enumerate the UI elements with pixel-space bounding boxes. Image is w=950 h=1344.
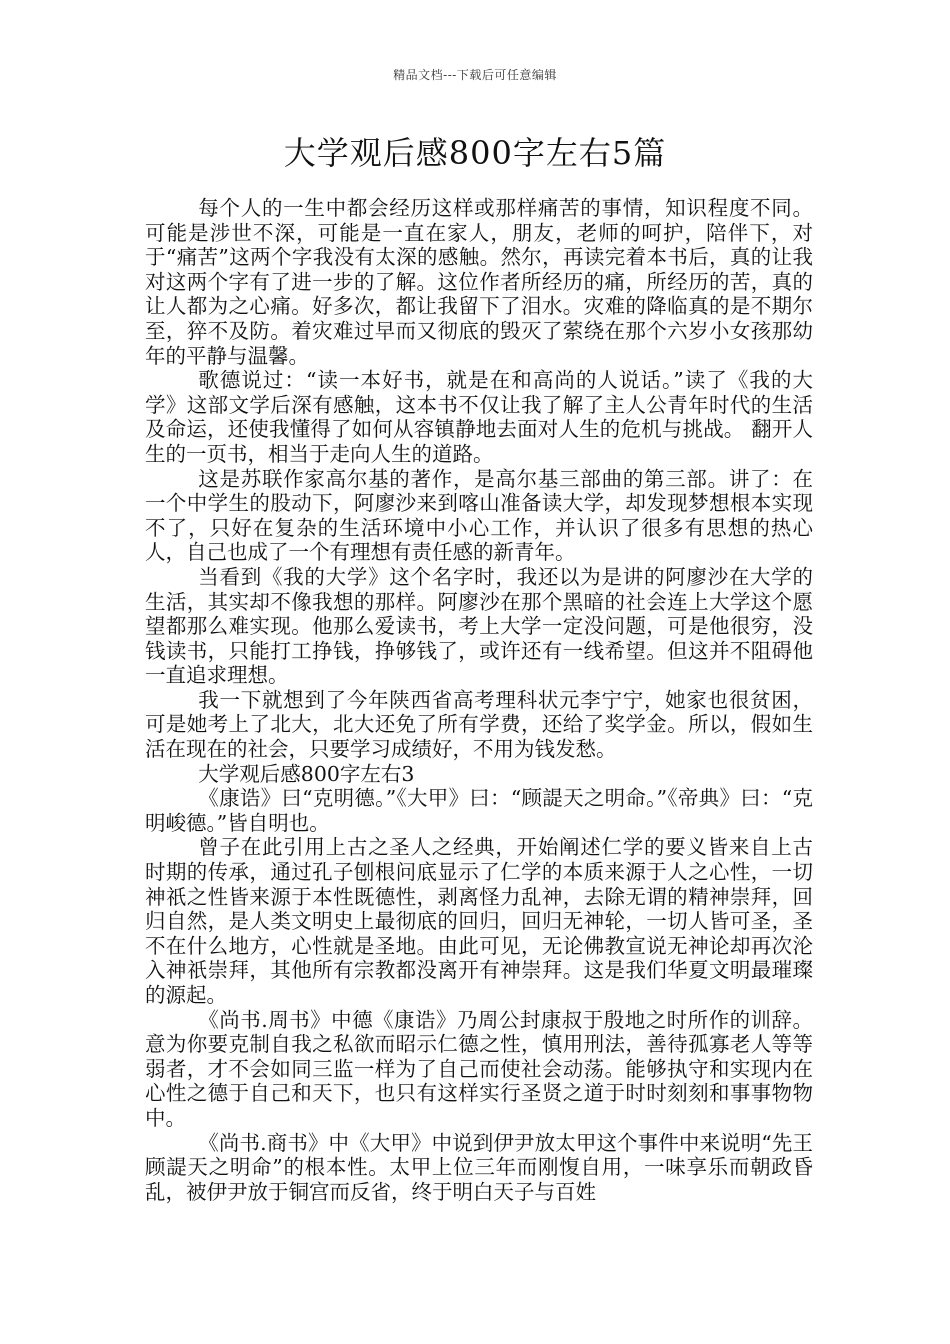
document-title: 大学观后感800字左右5篇 — [283, 134, 667, 172]
paragraph: 我一下就想到了今年陕西省高考理科状元李宁宁，她家也很贫困，可是她考上了北大，北大还免了所有学费，还给了奖学金。所以，假如生活在现在的社会，只要学习成绩好，不用为钱发愁。 — [145, 687, 813, 762]
paragraph: 《尚书.商书》中《大甲》中说到伊尹放太甲这个事件中来说明“先王顾諟天之明命”的根本性。太甲上位三年而刚愎自用，一味享乐而朝政昏乱，被伊尹放于铜宫而反省，终于明白天子与百姓 — [145, 1130, 813, 1204]
paragraph: 每个人的一生中都会经历这样或那样痛苦的事情，知识程度不同。可能是涉世不深，可能是一直在家人，朋友，老师的呵护，陪伴下，对于“痛苦”这两个字我没有太深的感触。然尔，再读完着本书后，真的让我对这两个字有了进一步的了解。这位作者所经历的痛，所经历的苦，真的让人都为之心痛。好多次，都让我留下了泪水。灾难的降临真的是不期尔至，猝不及防。着灾难过早而又彻底的毁灭了萦绕在那个六岁小女孩那幼年的平静与温馨。 — [145, 196, 813, 368]
paragraph: 《康诰》曰“克明德。”《大甲》曰：“顾諟天之明命。”《帝典》曰：“克明峻德。”皆自明也。 — [145, 786, 813, 835]
paragraph: 《尚书.周书》中德《康诰》乃周公封康叔于殷地之时所作的训辞。意为你要克制自我之私欲而昭示仁德之性，慎用刑法，善待孤寡老人等等弱者，才不会如同三监一样为了自己而使社会动荡。能够执守和实现内在心性之德于自己和天下，也只有这样实行圣贤之道于时时刻刻和事事物物中。 — [145, 1007, 813, 1130]
paragraph: 当看到《我的大学》这个名字时，我还以为是讲的阿廖沙在大学的生活，其实却不像我想的那样。阿廖沙在那个黑暗的社会连上大学这个愿望都那么难实现。他那么爱读书，考上大学一定没问题，可是他很穷，没钱读书，只能打工挣钱，挣够钱了，或许还有一线希望。但这并不阻碍他一直追求理想。 — [145, 564, 813, 688]
page-header: 精品文档---下载后可任意编辑 — [393, 68, 557, 82]
paragraph: 这是苏联作家高尔基的著作，是高尔基三部曲的第三部。讲了：在一个中学生的股动下，阿廖沙来到喀山准备读大学，却发现梦想根本实现不了，只好在复杂的生活环境中小心工作，并认识了很多有思想的热心人，自己也成了一个有理想有责任感的新青年。 — [145, 466, 813, 565]
paragraph: 曾子在此引用上古之圣人之经典，开始阐述仁学的要义皆来自上古时期的传承，通过孔子刨根问底显示了仁学的本质来源于人之心性，一切神祇之性皆来源于本性既德性，剥离怪力乱神，去除无谓的精神崇拜，回归自然，是人类文明史上最彻底的回归，回归无神轮，一切人皆可圣，圣不在什么地方，心性就是圣地。由此可见，无论佛教宣说无神论却再次沦入神祇崇拜，其他所有宗教都没离开有神崇拜。这是我们华夏文明最璀璨的源起。 — [145, 835, 813, 1007]
paragraph: 歌德说过：“读一本好书，就是在和高尚的人说话。”读了《我的大学》这部文学后深有感触，这本书不仅让我了解了主人公青年时代的生活及命运，还使我懂得了如何从容镇静地去面对人生的危机与挑战。 翻开人生的一页书，相当于走向人生的道路。 — [145, 368, 813, 466]
document-body — [145, 196, 813, 1204]
section-heading: 大学观后感800字左右3 — [198, 761, 415, 786]
